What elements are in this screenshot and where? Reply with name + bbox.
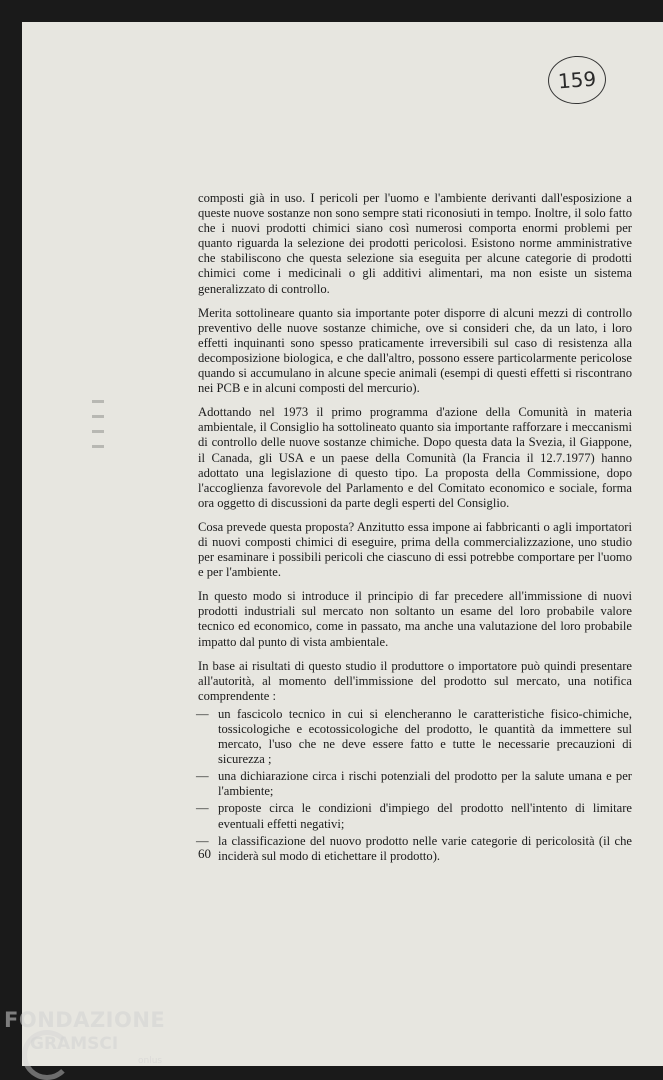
list-item: [198, 769, 632, 799]
paragraph: Adottando nel 1973 il primo programma d'azione della Comunità in materia ambientale, il Consiglio ha sottolineato quanto sia importante rafforzare i meccanismi di controllo delle nuove sostanze chimiche. Dopo questa data la Svezia, il Giappone, il Canada, gli USA e un paese della Comunità (la Francia il 12.7.1977) hanno adottato una legislazione di questo tipo. La proposta della Commissione, dopo l'accoglienza favorevole del Parlamento e del Comitato economico e sociale, forma ora oggetto di discussioni da parte degli esperti del Consiglio.: [198, 405, 632, 510]
list-item: [198, 801, 632, 831]
annotation-number: 159: [557, 66, 597, 94]
list-item-text: una dichiarazione circa i rischi potenziali del prodotto per la salute umana e per l'ambiente;: [218, 769, 632, 799]
list-item-text: la classificazione del nuovo prodotto nelle varie categorie di pericolosità (il che inciderà sul modo di etichettare il prodotto).: [218, 833, 632, 863]
list-dash: —: [196, 769, 209, 784]
watermark-line1: FONDAZIONE: [4, 1008, 166, 1032]
paragraph: In questo modo si introduce il principio di far precedere all'immissione di nuovi prodotti industriali sul mercato non soltanto un esame del loro probabile valore tecnico ed economico, come in passato, ma anche una valutazione del loro probabile impatto dal punto di vista ambientale.: [198, 589, 632, 649]
watermark-line3: onlus: [138, 1056, 163, 1066]
body-text: [198, 191, 632, 866]
watermark-logo-icon: [22, 1030, 72, 1080]
list-dash: —: [196, 833, 209, 848]
fondazione-gramsci-watermark: [4, 1008, 166, 1066]
list-item: [198, 707, 632, 767]
watermark-line2: GRAMSCI: [30, 1034, 119, 1054]
list-item-text: proposte circa le condizioni d'impiego del prodotto nell'intento di limitare eventuali effetti negativi;: [218, 801, 632, 831]
page-number: 60: [198, 846, 211, 861]
list-item-text: un fascicolo tecnico in cui si elencheranno le caratteristiche fisico-chimiche, tossicologiche e ecotossicologiche del prodotto, le quantità da immettere sul mercato, l'uso che ne deve essere fatto e tutte le necessarie precauzioni di sicurezza ;: [218, 706, 632, 767]
list-item: [198, 834, 632, 864]
list-dash: —: [196, 706, 209, 721]
paragraph: composti già in uso. I pericoli per l'uomo e l'ambiente derivanti dall'esposizione a queste nuove sostanze non sono sempre stati riconosiuti in tempo. Inoltre, il solo fatto che i nuovi prodotti chimici siano così numerosi comporta enormi problemi per quanto riguarda la selezione dei prodotti pericolosi. Esistono norme amministrative che stabiliscono che questa selezione sia eseguita per alcune categorie di prodotti chimici come i medicinali o gli additivi alimentari, ma non esiste un sistema generalizzato di controllo.: [198, 191, 632, 296]
paragraph: In base ai risultati di questo studio il produttore o importatore può quindi presentare all'autorità, al momento dell'immissione del prodotto sul mercato, una notifica comprendente :: [198, 658, 632, 703]
list-dash: —: [196, 801, 209, 816]
watermark-line2-wrap: [30, 1034, 165, 1054]
notification-list: [198, 707, 632, 864]
margin-marks: [92, 400, 112, 460]
paragraph: Merita sottolineare quanto sia importante poter disporre di alcuni mezzi di controllo preventivo delle nuove sostanze chimiche, ove si consideri che, da un lato, i loro effetti inquinanti sono spesso praticamente irreversibili sul caso di resistenza alla decomposizione biologica, e che dall'altro, possono essere particolarmente pericolose quando si accumulano in alcune specie animali (esempi di questi effetti si riscontrano nei PCB e in alcuni composti del mercurio).: [198, 305, 632, 396]
paragraph: Cosa prevede questa proposta? Anzitutto essa impone ai fabbricanti o agli importatori di nuovi composti chimici di eseguire, prima della commercializzazione, uno studio per esaminare i possibili pericoli che ciascuno di essi potrebbe comportare per l'uomo e per l'ambiente.: [198, 519, 632, 580]
